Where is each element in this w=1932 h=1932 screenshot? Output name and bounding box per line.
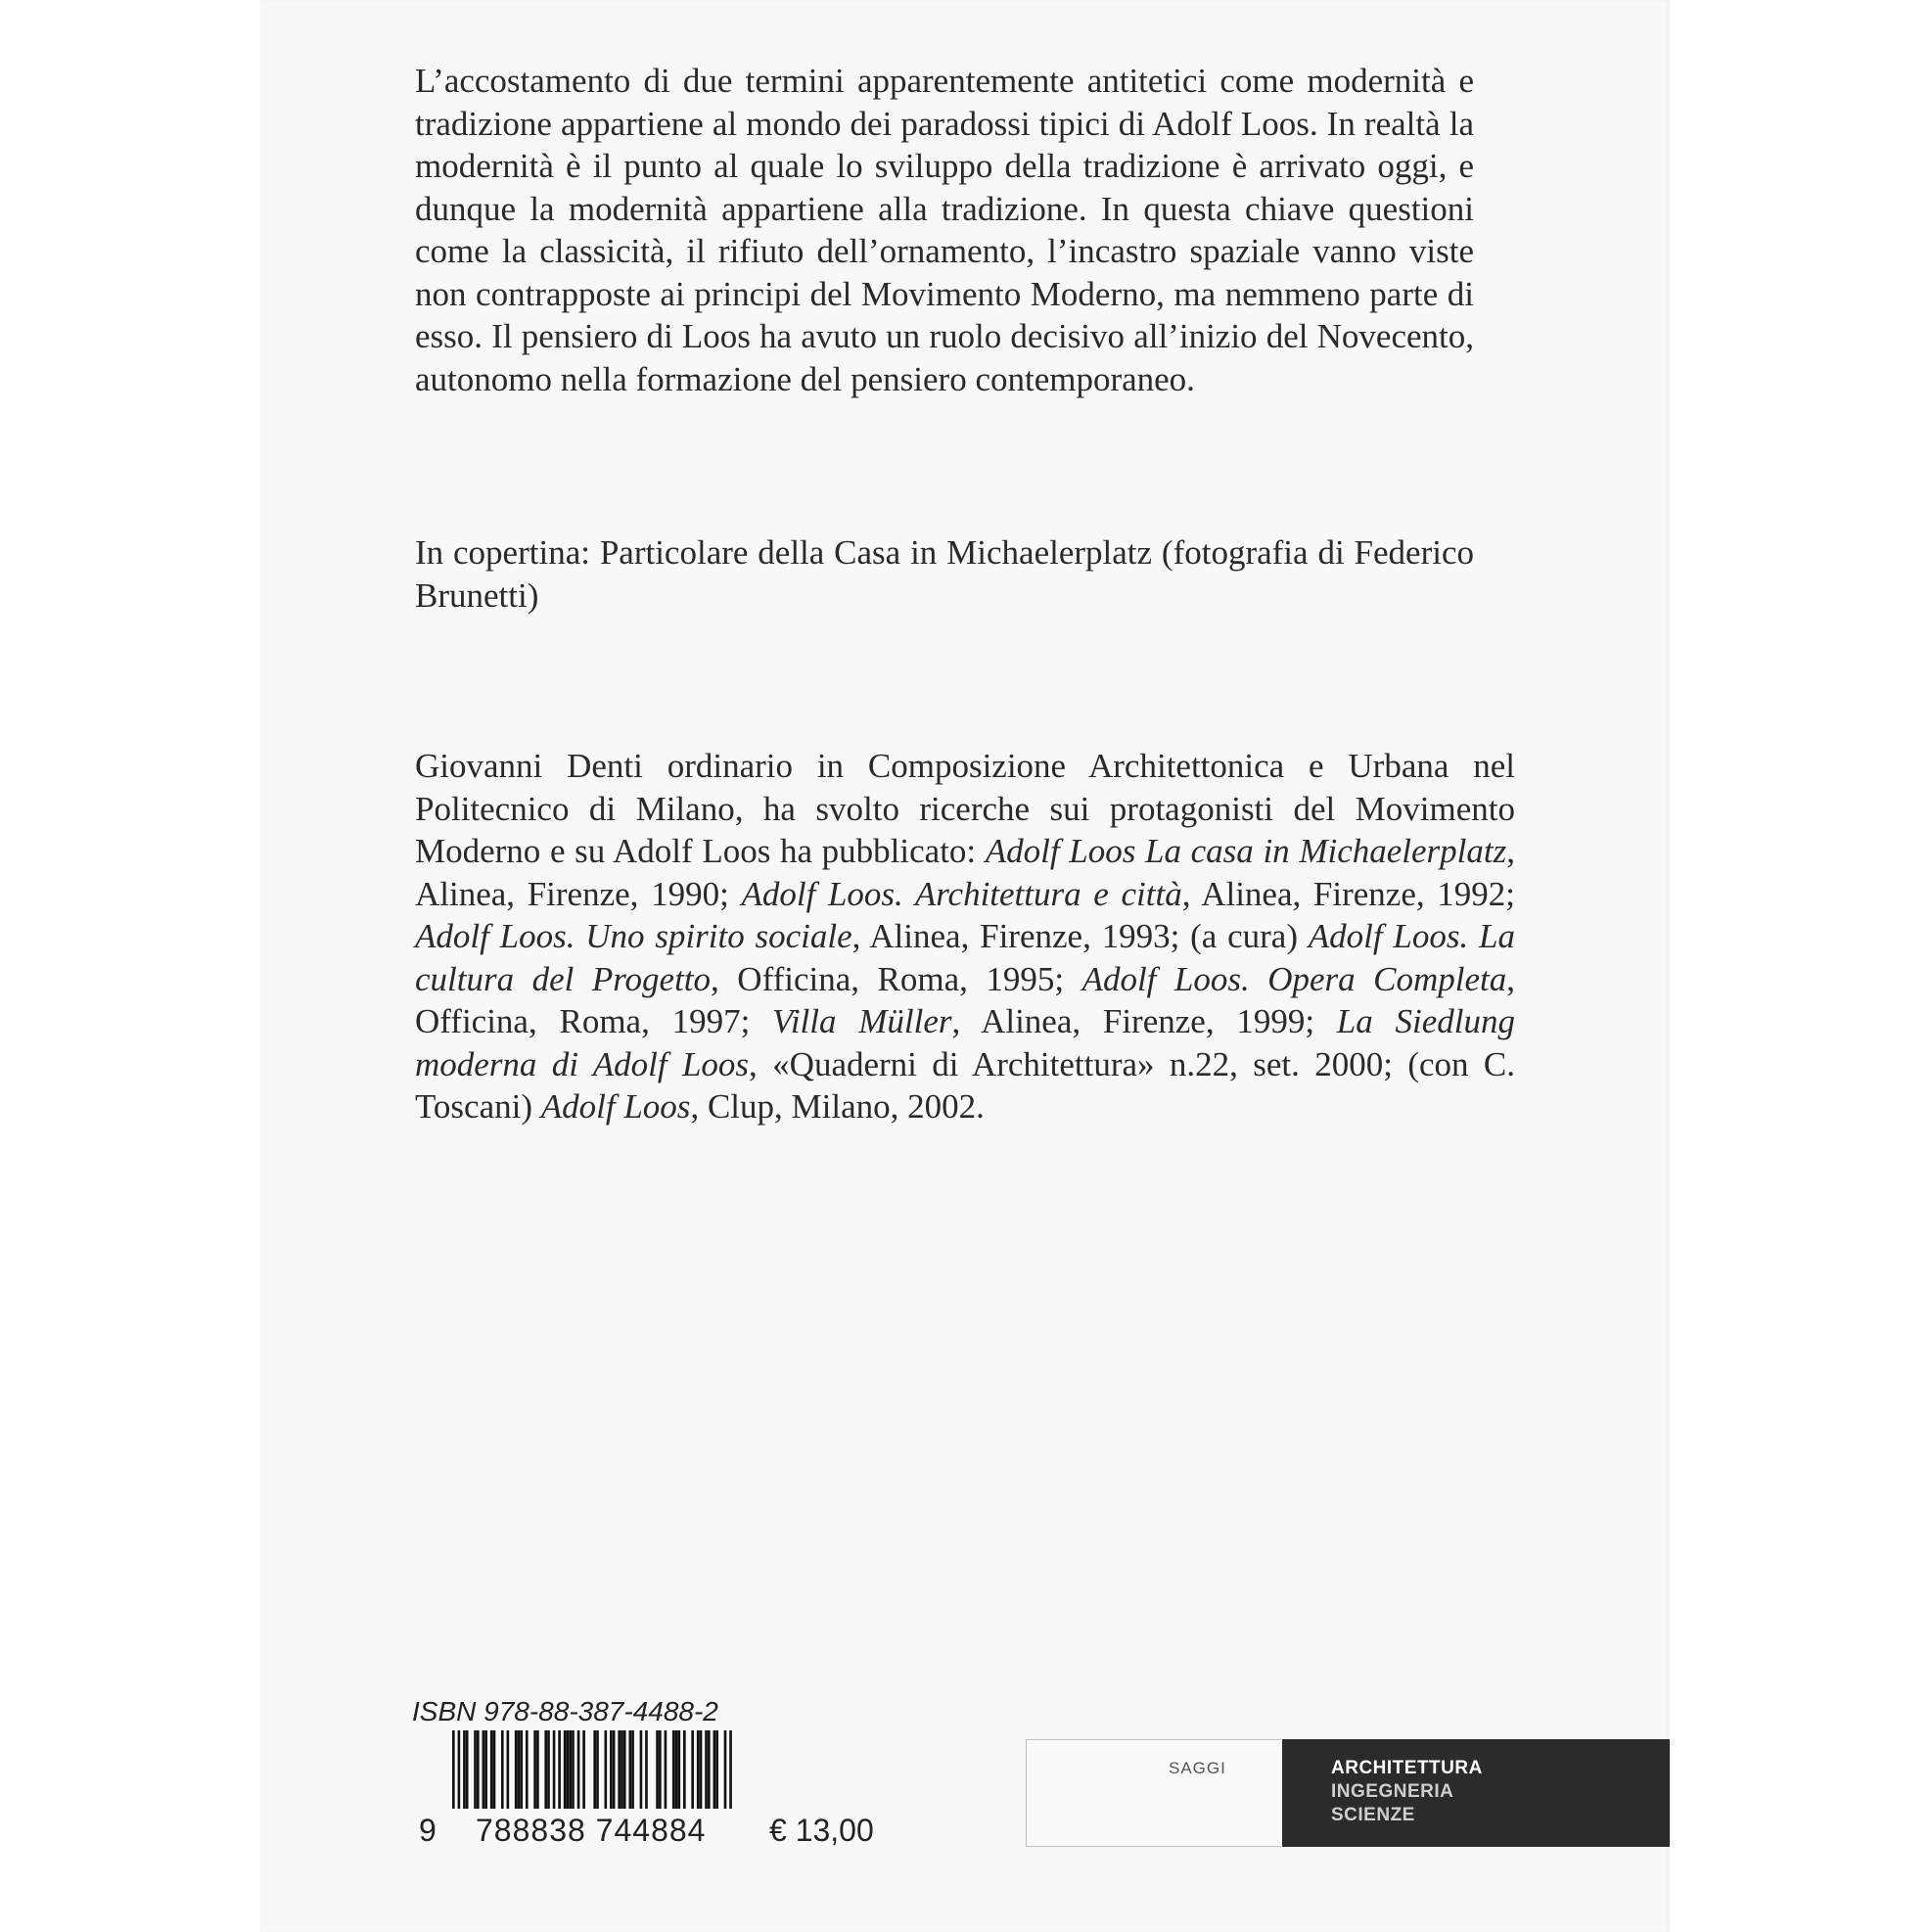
barcode-bar bbox=[621, 1730, 623, 1809]
barcode-bar bbox=[729, 1730, 732, 1809]
barcode-bar bbox=[474, 1730, 477, 1809]
cover-credit: In copertina: Particolare della Casa in Michaelerplatz (fotografia di Federico Brunetti) bbox=[415, 533, 1474, 615]
barcode-bar bbox=[672, 1730, 675, 1809]
bio-book-title: Villa Müller bbox=[772, 1002, 952, 1040]
barcode-bar bbox=[665, 1730, 667, 1809]
barcode-bar bbox=[567, 1730, 570, 1809]
barcode-bar bbox=[631, 1730, 634, 1809]
bio-book-title: Adolf Loos. Uno spirito sociale bbox=[415, 917, 852, 955]
barcode-bar bbox=[645, 1730, 648, 1809]
bio-text: , Clup, Milano, 2002. bbox=[690, 1087, 985, 1126]
barcode-bar bbox=[605, 1730, 608, 1809]
isbn-label: ISBN 978-88-387-4488-2 bbox=[412, 1696, 718, 1726]
collection-line-ingegneria: INGEGNERIA bbox=[1331, 1781, 1454, 1802]
collection-label bbox=[1331, 1757, 1483, 1827]
barcode-bar bbox=[553, 1730, 556, 1809]
barcode-bar bbox=[483, 1730, 485, 1809]
barcode-bar bbox=[515, 1730, 518, 1809]
barcode-bar bbox=[547, 1730, 550, 1809]
barcode-bar bbox=[520, 1730, 523, 1809]
blurb-paragraph: L’accostamento di due termini apparentemente antitetici come modernità e tradizione appartiene al mondo dei paradossi tipici di Adolf Loos. In realtà la modernità è il punto al quale lo sviluppo della tradizione è arrivato oggi, e dunque la modernità appartiene alla tradizione. In questa chiave questioni come la classicità, il rifiuto dell’ornamento, l’incastro spaziale vanno viste non contrapposte ai principi del Movimento Moderno, ma nemmeno parte di esso. Il pensiero di Loos ha avuto un ruolo decisivo all’inizio del Novecento, autonomo nella formazione del pensiero contemporaneo. bbox=[415, 62, 1474, 398]
author-bio bbox=[415, 745, 1515, 1128]
barcode-bar bbox=[493, 1730, 496, 1809]
barcode-bar bbox=[610, 1730, 613, 1809]
barcode-bar bbox=[577, 1730, 580, 1809]
barcode-bar bbox=[683, 1730, 686, 1809]
barcode-bar bbox=[484, 1730, 487, 1809]
barcode-bar bbox=[501, 1730, 504, 1809]
barcode-bar bbox=[518, 1730, 521, 1809]
barcode-bar bbox=[458, 1730, 461, 1809]
barcode-bar bbox=[477, 1730, 480, 1809]
barcode-bar bbox=[623, 1730, 626, 1809]
barcode-bar bbox=[466, 1730, 469, 1809]
barcode-bar bbox=[618, 1730, 621, 1809]
barcode-bar bbox=[507, 1730, 510, 1809]
bio-book-title: La Siedlung moderna di Adolf Loos bbox=[415, 1002, 1515, 1083]
barcode-bar bbox=[705, 1730, 708, 1809]
barcode-bar bbox=[582, 1730, 585, 1809]
collection-line-architettura: ARCHITETTURA bbox=[1331, 1758, 1483, 1778]
barcode-bar bbox=[558, 1730, 561, 1809]
price: € 13,00 bbox=[769, 1813, 874, 1848]
barcode-bar bbox=[640, 1730, 643, 1809]
barcode-bar bbox=[569, 1730, 572, 1809]
barcode-bar bbox=[490, 1730, 493, 1809]
barcode-bar bbox=[713, 1730, 716, 1809]
barcode-bar bbox=[724, 1730, 727, 1809]
barcode-bar bbox=[536, 1730, 539, 1809]
series-box bbox=[1026, 1739, 1281, 1847]
barcode-bar bbox=[708, 1730, 711, 1809]
bio-book-title: Adolf Loos. Opera Completa bbox=[1081, 959, 1507, 998]
bio-text: Giovanni Denti ordinario in Composizione Architettonica e Urbana nel Politecnico di Milano, ha svolto ricerche sui protagonisti del Movimento Moderno e su Adolf Loos ha pubblicato: bbox=[415, 747, 1515, 870]
barcode-bar bbox=[572, 1730, 575, 1809]
barcode-bar bbox=[677, 1730, 680, 1809]
barcode-bar bbox=[544, 1730, 547, 1809]
collection-line-scienze: SCIENZE bbox=[1331, 1805, 1415, 1825]
bio-text: , Officina, Roma, 1997; bbox=[415, 959, 1516, 1040]
bio-book-title: Adolf Loos. Architettura e città bbox=[741, 874, 1182, 913]
bio-text: , Alinea, Firenze, 1993; (a cura) bbox=[851, 917, 1309, 955]
barcode-bar bbox=[697, 1730, 700, 1809]
barcode-bar bbox=[463, 1730, 466, 1809]
barcode-bar bbox=[564, 1730, 567, 1809]
barcode-bar bbox=[656, 1730, 659, 1809]
barcode-bar bbox=[675, 1730, 678, 1809]
barcode-bar bbox=[533, 1730, 536, 1809]
barcode-bar bbox=[613, 1730, 616, 1809]
bio-text: , «Quaderni di Architettura» n.22, set. 2000; (con C. Toscani) bbox=[415, 1044, 1515, 1126]
series-label: SAGGI bbox=[1169, 1759, 1226, 1777]
bio-text: , Alinea, Firenze, 1992; bbox=[1181, 874, 1515, 913]
barcode-bar bbox=[628, 1730, 631, 1809]
barcode-bar bbox=[452, 1730, 455, 1809]
bio-book-title: Adolf Loos La casa in Michaelerplatz bbox=[985, 832, 1507, 870]
barcode-bar bbox=[526, 1730, 529, 1809]
bio-book-title: Adolf Loos bbox=[540, 1087, 691, 1126]
barcode-digit-first: 9 bbox=[419, 1813, 437, 1848]
barcode-bar bbox=[596, 1730, 599, 1809]
bio-text: , Alinea, Firenze, 1999; bbox=[951, 1002, 1337, 1040]
bio-book-title: Adolf Loos. La cultura del Progetto bbox=[415, 917, 1515, 998]
bio-text: , Alinea, Firenze, 1990; bbox=[415, 832, 1515, 913]
barcode-digits: 788838 744884 bbox=[476, 1813, 707, 1848]
barcode-icon bbox=[452, 1730, 732, 1809]
bio-text: , Officina, Roma, 1995; bbox=[711, 959, 1082, 998]
barcode-bar bbox=[691, 1730, 694, 1809]
barcode-bar bbox=[659, 1730, 662, 1809]
barcode-bar bbox=[593, 1730, 596, 1809]
barcode-bar bbox=[700, 1730, 703, 1809]
barcode-bar bbox=[715, 1730, 718, 1809]
